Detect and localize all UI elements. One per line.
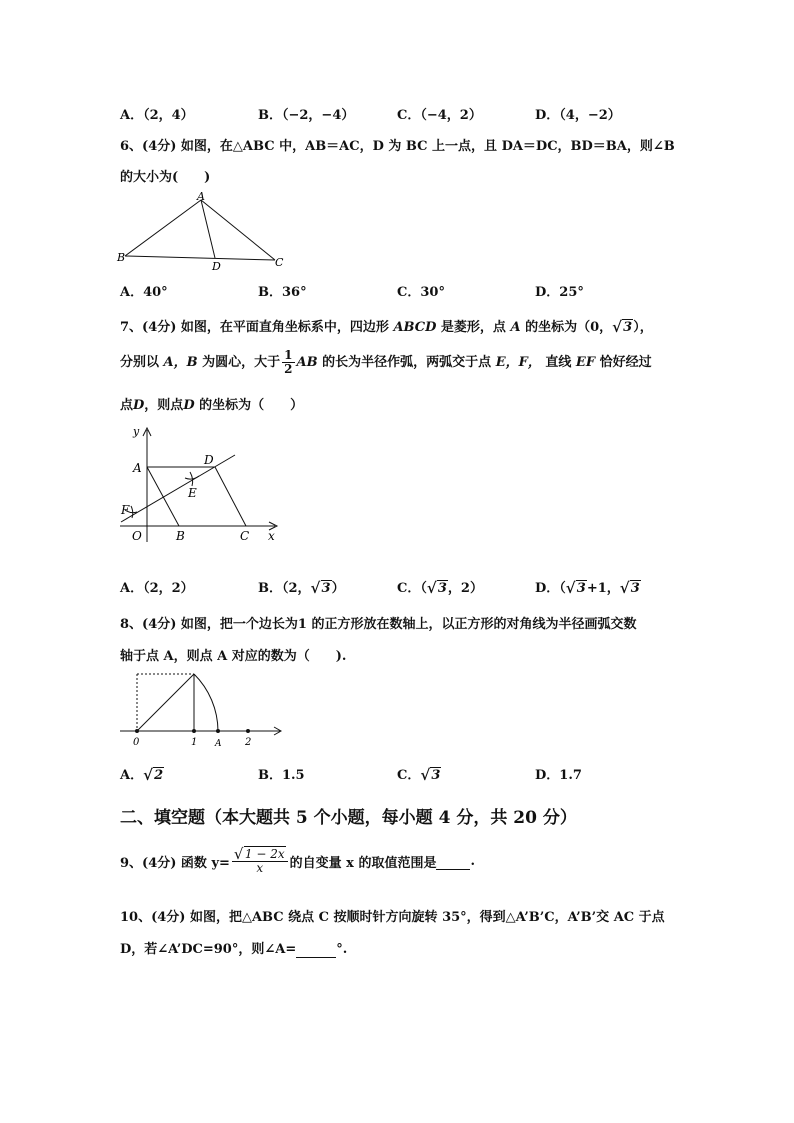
q7-option-d: D．（ √ 3+1， √ 3 [535, 579, 640, 597]
q6-triangle-figure [115, 190, 295, 275]
q6-label-d: D [212, 260, 221, 273]
q6-label-a: A [197, 190, 205, 203]
q7-label-b: B [176, 529, 185, 543]
q8-stem-line2: 轴于点 A，则点 A 对应的数为（ ). [120, 649, 347, 664]
q9-fraction: √ 1 − 2x x [232, 848, 288, 875]
q10-answer-blank[interactable] [296, 942, 336, 958]
q8-label-0: 0 [133, 737, 140, 748]
q8-label-2: 2 [245, 737, 252, 748]
q7-label-f: F [121, 503, 130, 517]
q7-stem-line3: 点D，则点D 的坐标为（ ） [120, 398, 304, 413]
q8-stem-line1: 8、(4分) 如图，把一个边长为1 的正方形放在数轴上，以正方形的对角线为半径画弧交数 [120, 617, 637, 632]
q8-option-d: D．1.7 [535, 768, 582, 783]
q7-label-a: A [133, 461, 142, 475]
q6-option-d: D．25° [535, 285, 584, 300]
q7-label-o: O [132, 529, 142, 543]
q7-sqrt3: √ 3 [612, 318, 633, 336]
q6-label-c: C [275, 256, 284, 269]
q9-answer-blank[interactable] [436, 854, 470, 870]
q9-stem: 9、(4分) 函数 y= √ 1 − 2x x 的自变量 x 的取值范围是 . [120, 845, 475, 876]
q6-option-c: C．30° [397, 285, 445, 300]
q5-option-a: A．（2，4） [120, 108, 194, 123]
q7-rhombus-figure [115, 420, 290, 550]
q5-option-b: B．（−2，−4） [258, 108, 355, 123]
q6-stem-line2: 的大小为( ) [120, 170, 211, 185]
q8-label-1: 1 [191, 737, 198, 748]
q7-stem-line2: 分别以 A，B 为圆心，大于 $\frac{1}{2}$ AB 的长为半径作弧，两弧交于点 E，F， 直线 EF 恰好经过 [120, 348, 652, 377]
q6-label-b: B [117, 251, 126, 264]
q5-option-d: D．（4，−2） [535, 108, 621, 123]
q8-numberline-figure [115, 668, 290, 750]
q10-stem-line1: 10、(4分) 如图，把△ABC 绕点 C 按顺时针方向旋转 35°，得到△A’B’C，A’B’交 AC 于点 [120, 910, 665, 925]
q8-label-a: A [215, 739, 222, 749]
q8-option-c: C． √ 3 [397, 766, 441, 784]
q7-label-d: D [204, 453, 214, 467]
q7-option-b: B．（2， √ 3） [258, 579, 345, 597]
q10-stem-line2: D，若∠A’DC=90°，则∠A= °. [120, 942, 348, 957]
q7-label-y: y [133, 425, 140, 438]
q6-option-a: A．40° [120, 285, 168, 300]
q7-fraction-half: $\frac{1}{2}$ [284, 348, 293, 377]
q7-label-c: C [240, 529, 250, 543]
q7-label-x: x [268, 529, 275, 543]
q7-label-e: E [188, 486, 197, 500]
q7-option-c: C．（ √ 3，2） [397, 579, 483, 597]
q8-option-b: B．1.5 [258, 768, 305, 783]
q6-option-b: B．36° [258, 285, 307, 300]
section2-title: 二、填空题（本大题共 5 个小题，每小题 4 分，共 20 分） [120, 808, 577, 828]
q5-option-c: C．（−4，2） [397, 108, 482, 123]
q7-option-a: A．（2，2） [120, 581, 194, 596]
q7-stem-line1: 7、(4分) 如图，在平面直角坐标系中，四边形 ABCD 是菱形，点 A 的坐标为（0， √ 3）， [120, 318, 653, 336]
q8-option-a: A． √ 2 [120, 766, 164, 784]
q6-stem-line1: 6、(4分) 如图，在△ABC 中，AB＝AC，D 为 BC 上一点，且 DA＝DC，BD＝BA，则∠B [120, 139, 675, 154]
